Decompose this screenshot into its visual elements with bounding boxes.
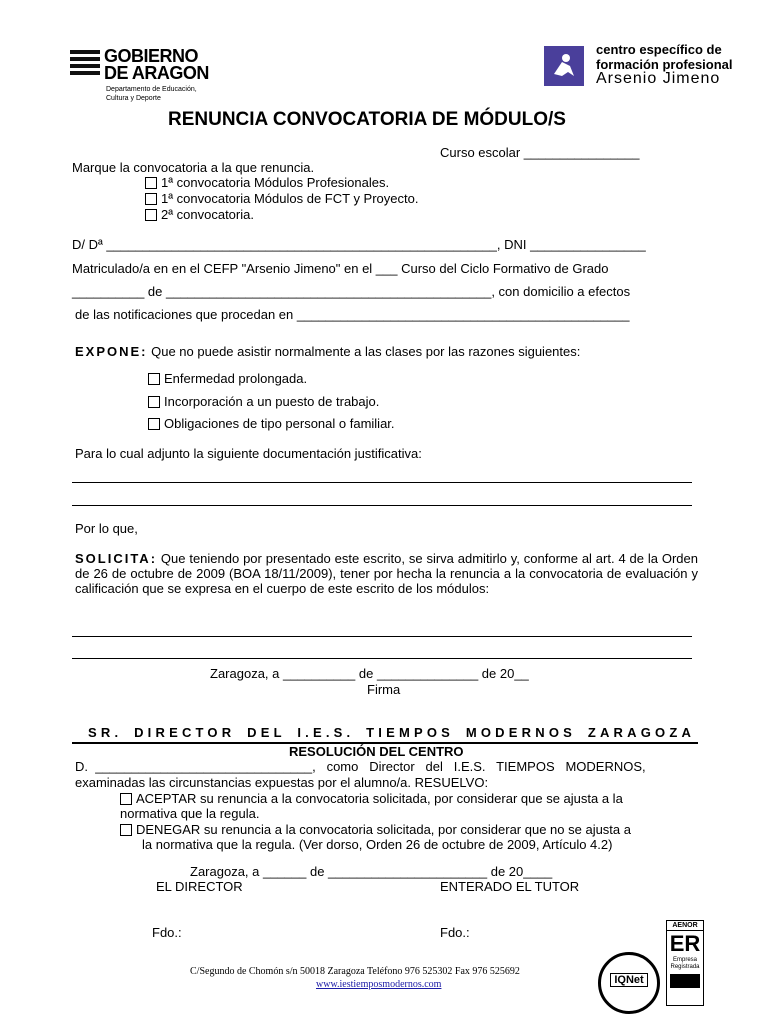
checkbox[interactable] <box>120 824 132 836</box>
marque-label: Marque la convocatoria a la que renuncia. <box>72 160 315 175</box>
blank-line <box>72 505 692 506</box>
footer-address: C/Segundo de Chomón s/n 50018 Zaragoza Teléfono 976 525302 Fax 976 525692 <box>190 966 520 977</box>
cefp-line1: centro específico de <box>596 42 722 57</box>
convocatoria-option-2[interactable]: 1ª convocatoria Módulos de FCT y Proyecto. <box>145 191 418 206</box>
el-director-label: EL DIRECTOR <box>156 879 243 894</box>
curso-escolar: Curso escolar ________________ <box>440 145 640 160</box>
fdo-tutor: Fdo.: <box>440 925 470 940</box>
expone-paragraph: EXPONE: Que no puede asistir normalmente a las clases por las razones siguientes: <box>75 344 581 359</box>
checkbox[interactable] <box>145 209 157 221</box>
checkbox[interactable] <box>145 193 157 205</box>
stripes-icon <box>70 50 100 78</box>
convocatoria-option-1[interactable]: 1ª convocatoria Módulos Profesionales. <box>145 175 389 190</box>
checkbox[interactable] <box>148 396 160 408</box>
denegar-option[interactable]: DENEGAR su renuncia a la convocatoria solicitada, por considerar que no se ajusta a <box>120 822 631 837</box>
expone-label: EXPONE: <box>75 344 148 359</box>
checkbox[interactable] <box>148 373 160 385</box>
solicita-paragraph: SOLICITA: Que teniendo por presentado este escrito, se sirva admitirlo y, conforme al art. 4 de la Orden de 26 de octubre de 2009 (BOA 18/11/2009), tener por hecha la renuncia a la convocatoria de evaluación y calificación que se expresa en el cuerpo de este escrito de los módulos: <box>75 551 698 596</box>
razon-option-1[interactable]: Enfermedad prolongada. <box>148 371 307 386</box>
firma-label: Firma <box>367 682 401 697</box>
iqnet-certification-seal-icon <box>598 952 660 1014</box>
line-dd: D/ Dª ______________________________________________________, DNI ________________ <box>72 237 646 252</box>
page-title: RENUNCIA CONVOCATORIA DE MÓDULO/S <box>168 109 566 130</box>
line-matriculado: Matriculado/a en en el CEFP "Arsenio Jimeno" en el ___ Curso del Ciclo Formativo de Grado <box>72 261 609 276</box>
line-notif: de las notificaciones que procedan en ______________________________________________ <box>75 307 630 322</box>
director-line: SR. DIRECTOR DEL I.E.S. TIEMPOS MODERNOS ZARAGOZA <box>88 725 696 740</box>
aceptar-option[interactable]: ACEPTAR su renuncia a la convocatoria solicitada, por considerar que se ajusta a la <box>120 791 623 806</box>
aceptar-text-2: normativa que la regula. <box>120 806 260 821</box>
fecha-zaragoza: Zaragoza, a __________ de ______________ de 20__ <box>210 666 529 681</box>
cefp-line2: formación profesional <box>596 57 733 72</box>
cefp-logo-icon <box>544 46 584 86</box>
cefp-line3: Arsenio Jimeno <box>596 70 721 87</box>
resolucion-examinadas: examinadas las circunstancias expuestas por el alumno/a. RESUELVO: <box>75 775 489 790</box>
blank-line <box>72 658 692 659</box>
gobierno-aragon-logo <box>70 46 230 106</box>
razon-option-2[interactable]: Incorporación a un puesto de trabajo. <box>148 394 379 409</box>
solicita-label: SOLICITA: <box>75 551 158 566</box>
gov-dept-line1: Departamento de Educación, <box>106 86 197 93</box>
denegar-text-2: la normativa que la regula. (Ver dorso, Orden 26 de octubre de 2009, Artículo 4.2) <box>142 837 613 852</box>
checkbox[interactable] <box>145 177 157 189</box>
checkbox[interactable] <box>148 418 160 430</box>
blank-line <box>72 482 692 483</box>
gov-logo-line1: GOBIERNO <box>104 46 199 66</box>
adjunto-label: Para lo cual adjunto la siguiente documentación justificativa: <box>75 446 422 461</box>
gov-logo-line2: DE ARAGON <box>104 63 209 83</box>
fecha-director: Zaragoza, a ______ de ______________________ de 20____ <box>190 864 553 879</box>
iqnet-label: IQNet <box>610 973 647 987</box>
checkbox[interactable] <box>120 793 132 805</box>
resolucion-title: RESOLUCIÓN DEL CENTRO <box>289 744 464 759</box>
convocatoria-option-3[interactable]: 2ª convocatoria. <box>145 207 254 222</box>
enterado-tutor-label: ENTERADO EL TUTOR <box>440 879 580 894</box>
por-lo-que: Por lo que, <box>75 521 138 536</box>
resolucion-d: D. ______________________________, como Director del I.E.S. TIEMPOS MODERNOS, <box>75 759 646 774</box>
aenor-label: AENOR <box>667 921 703 931</box>
blank-line <box>72 636 692 637</box>
aenor-barcode-icon <box>670 974 700 988</box>
empresa-registrada-label: Empresa Registrada <box>670 957 700 970</box>
aenor-er-badge-icon <box>666 920 704 1006</box>
gov-dept-line2: Cultura y Deporte <box>106 95 161 102</box>
razon-option-3[interactable]: Obligaciones de tipo personal o familiar. <box>148 416 395 431</box>
fdo-director: Fdo.: <box>152 925 182 940</box>
footer-web-link[interactable]: www.iestiemposmodernos.com <box>316 979 442 990</box>
er-label: ER <box>669 931 701 956</box>
line-de: __________ de _____________________________________________, con domicilio a efectos <box>72 284 631 299</box>
